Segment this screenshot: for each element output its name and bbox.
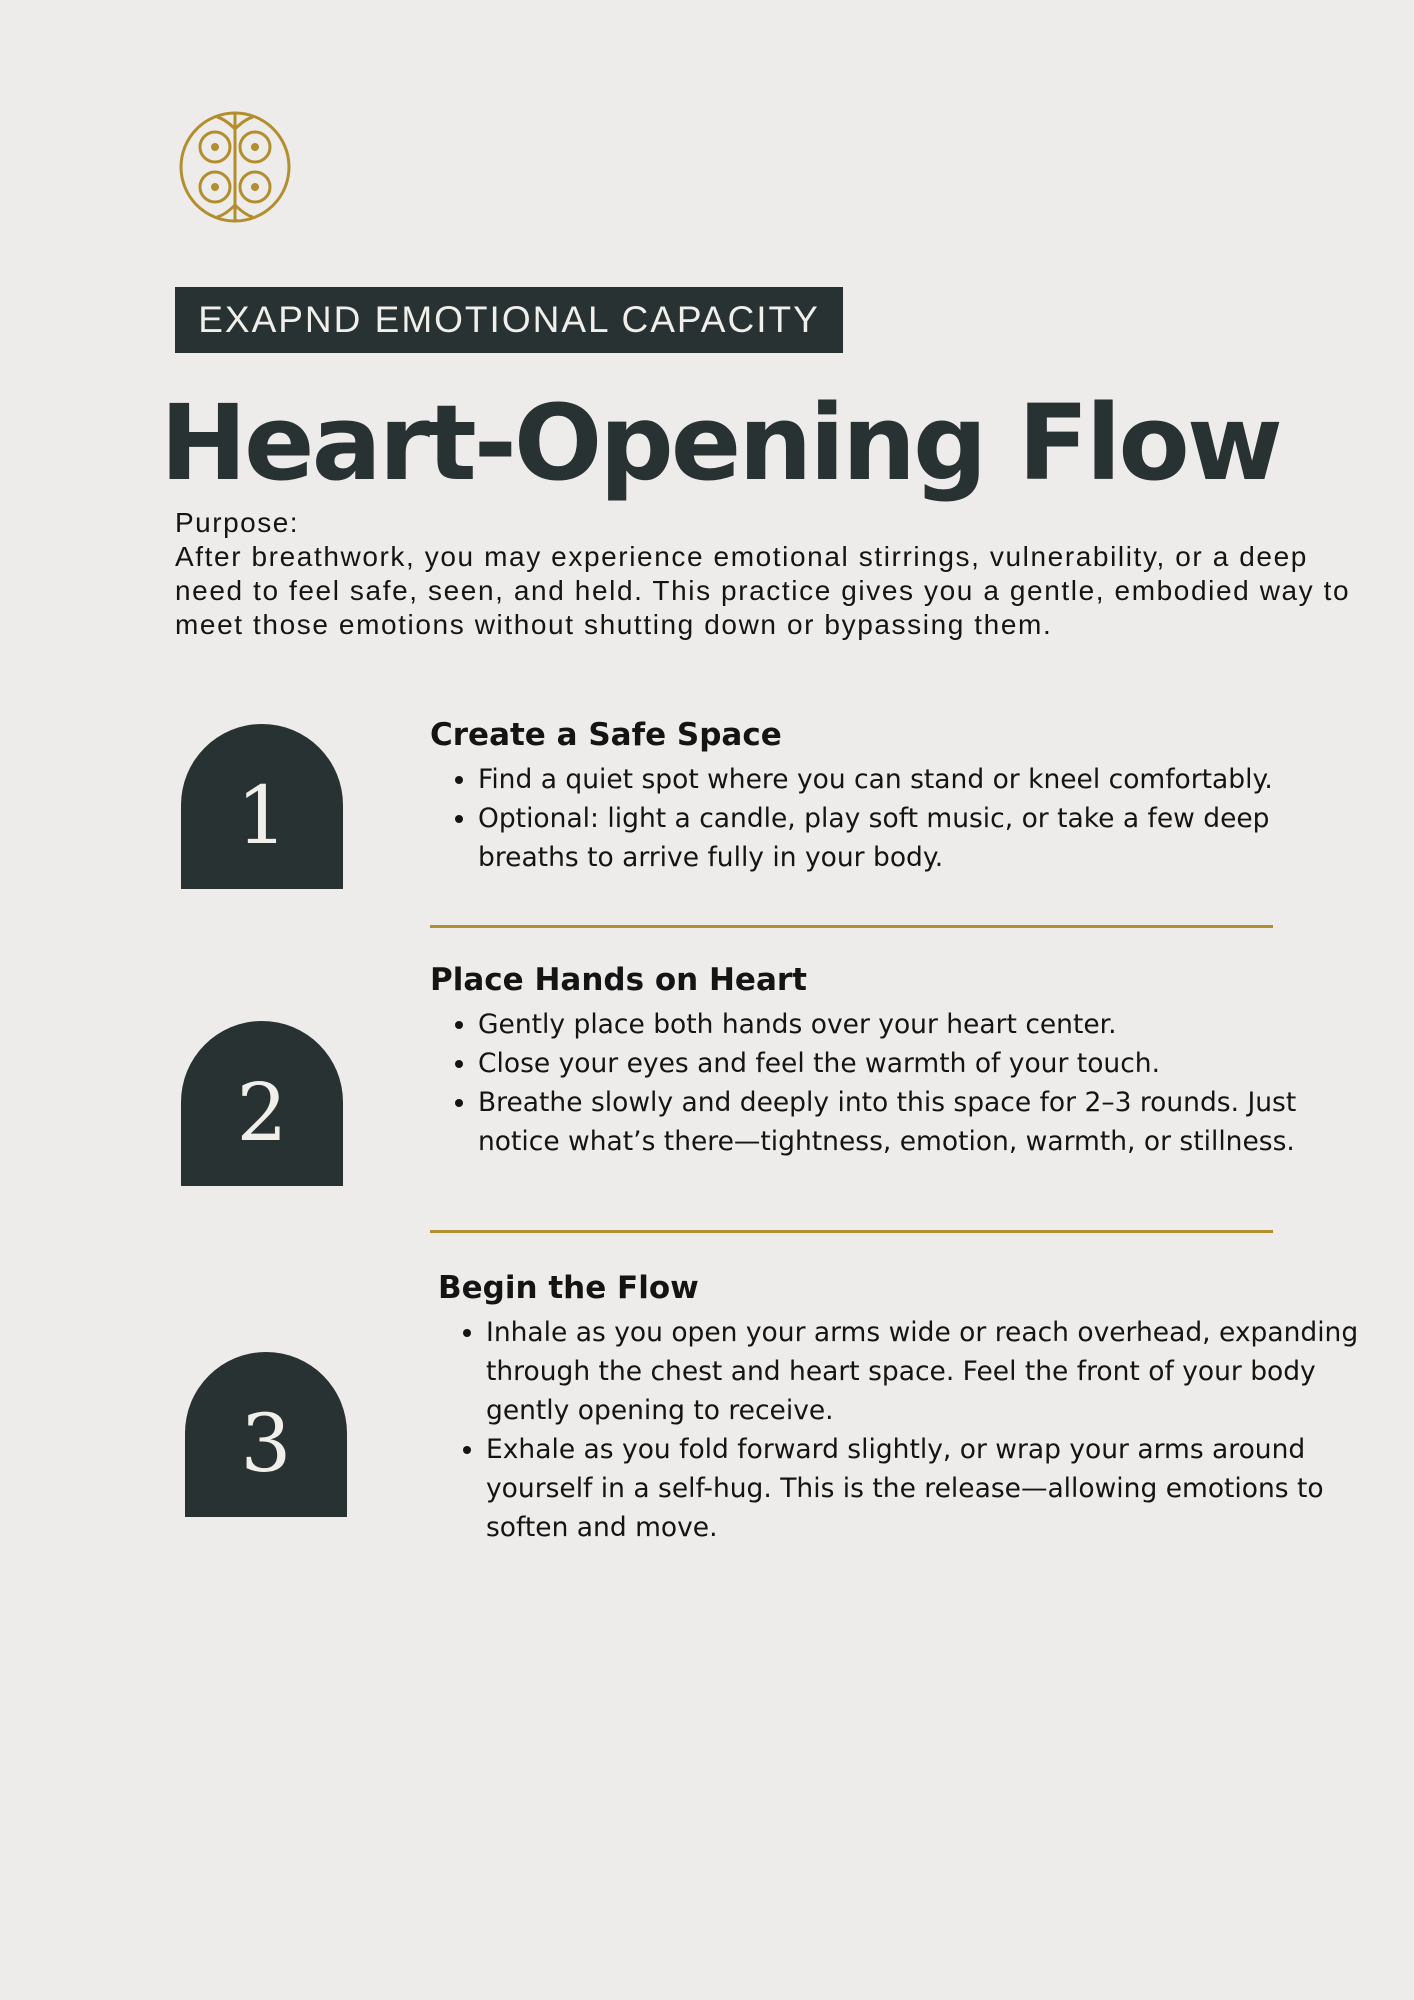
step-3-bullets <box>438 1313 1368 1547</box>
list-item: • Exhale as you fold forward slightly, or wrap your arms around yourself in a self-hug. This is the release—allowing emotions to soften and move. <box>486 1430 1368 1547</box>
step-2 <box>430 959 1360 1161</box>
list-item: • Find a quiet spot where you can stand or kneel comfortably. <box>478 760 1360 799</box>
section-divider <box>430 1230 1273 1233</box>
step-2-heading: Place Hands on Heart <box>430 962 807 998</box>
step-2-number: 2 <box>236 1065 288 1159</box>
tree-emblem-icon <box>177 109 293 225</box>
list-item: • Breathe slowly and deeply into this space for 2–3 rounds. Just notice what’s there—tightness, emotion, warmth, or stillness. <box>478 1083 1360 1161</box>
purpose-text: After breathwork, you may experience emotional stirrings, vulnerability, or a deep need to feel safe, seen, and held. This practice gives you a gentle, embodied way to meet those emotions without shutting down or bypassing them. <box>175 541 1351 640</box>
list-item: • Gently place both hands over your heart center. <box>478 1005 1360 1044</box>
step-1-number-badge <box>181 724 343 889</box>
subtitle-banner: EXAPND EMOTIONAL CAPACITY <box>175 287 843 353</box>
list-item: • Optional: light a candle, play soft music, or take a few deep breaths to arrive fully in your body. <box>478 799 1360 877</box>
step-1-number: 1 <box>236 768 288 862</box>
list-item: • Close your eyes and feel the warmth of your touch. <box>478 1044 1360 1083</box>
step-2-number-badge <box>181 1021 343 1186</box>
step-1 <box>430 714 1360 877</box>
step-1-bullets <box>430 760 1360 877</box>
step-3-heading: Begin the Flow <box>438 1270 699 1306</box>
step-3 <box>438 1267 1368 1547</box>
step-3-number-badge <box>185 1352 347 1517</box>
step-3-number: 3 <box>240 1396 292 1490</box>
section-divider <box>430 925 1273 928</box>
purpose-label: Purpose: <box>175 507 300 538</box>
step-2-bullets <box>430 1005 1360 1161</box>
page-title: Heart-Opening Flow <box>160 382 1280 504</box>
list-item: • Inhale as you open your arms wide or reach overhead, expanding through the chest and heart space. Feel the front of your body gently opening to receive. <box>486 1313 1368 1430</box>
step-1-heading: Create a Safe Space <box>430 717 782 753</box>
